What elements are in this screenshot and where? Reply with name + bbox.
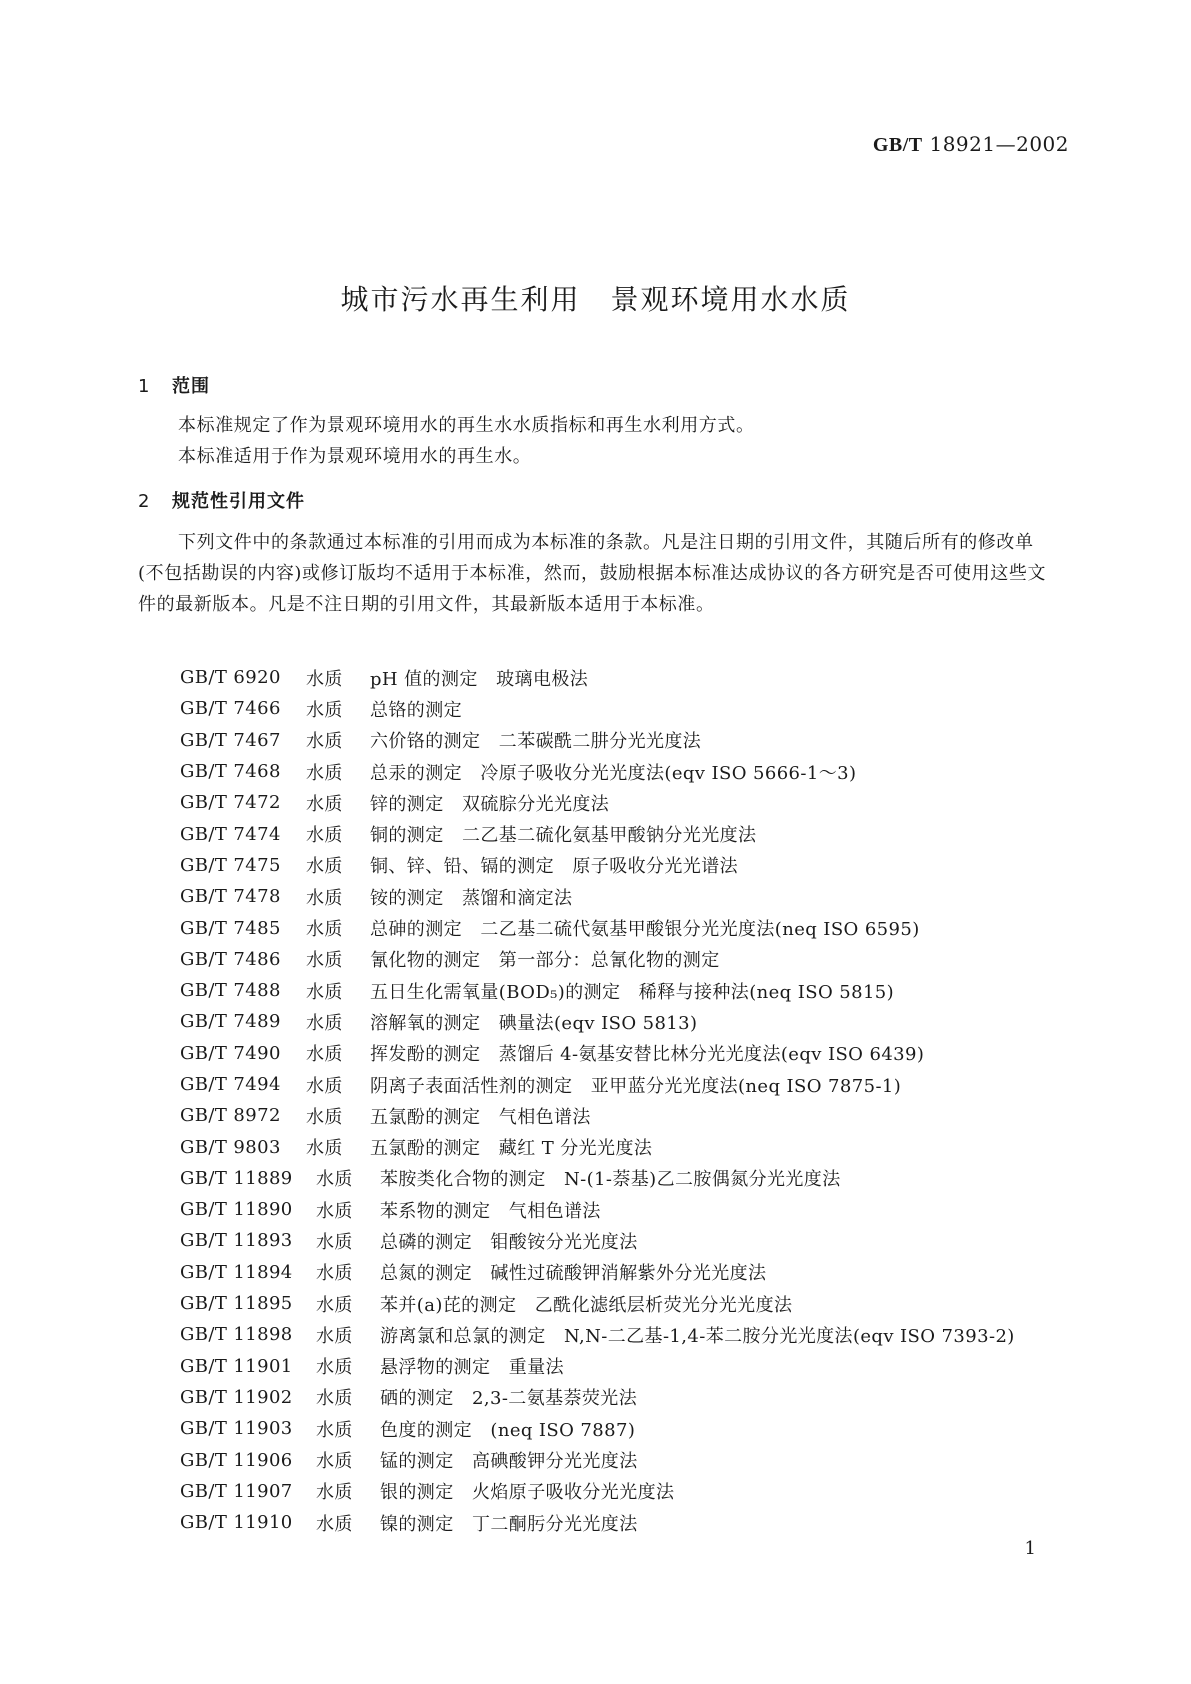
reference-title: 总氮的测定 碱性过硫酸钾消解紫外分光光度法	[380, 1263, 767, 1285]
reference-category: 水质	[306, 856, 343, 878]
reference-item	[180, 944, 1015, 975]
reference-category: 水质	[306, 1138, 343, 1160]
reference-category: 水质	[316, 1169, 353, 1191]
reference-category: 水质	[316, 1419, 353, 1441]
reference-category: 水质	[306, 1106, 343, 1128]
reference-code: GB/T 7486	[180, 948, 281, 970]
reference-title: 苯胺类化合物的测定 N-(1-萘基)乙二胺偶氮分光光度法	[380, 1169, 841, 1191]
reference-title: 挥发酚的测定 蒸馏后 4-氨基安替比林分光光度法(eqv ISO 6439)	[370, 1044, 925, 1066]
reference-title: 总磷的测定 钼酸铵分光光度法	[380, 1231, 638, 1253]
reference-title: 苯系物的测定 气相色谱法	[380, 1200, 601, 1222]
reference-code: GB/T 7488	[180, 980, 281, 1002]
reference-category: 水质	[316, 1200, 353, 1222]
reference-category: 水质	[306, 731, 343, 753]
reference-code: GB/T 7494	[180, 1074, 281, 1095]
reference-code: GB/T 7466	[180, 698, 281, 720]
section-heading-scope	[138, 372, 210, 398]
reference-item	[180, 881, 1015, 912]
reference-item	[180, 1069, 1015, 1100]
reference-code: GB/T 7468	[180, 761, 281, 783]
reference-title: 六价铬的测定 二苯碳酰二肼分光光度法	[370, 731, 702, 753]
reference-title: 悬浮物的测定 重量法	[380, 1357, 564, 1379]
reference-code: GB/T 7478	[180, 886, 281, 908]
reference-title: 总砷的测定 二乙基二硫代氨基甲酸银分光光度法(neq ISO 6595)	[370, 919, 920, 941]
reference-item	[180, 725, 1015, 756]
reference-item	[180, 1319, 1015, 1350]
reference-category: 水质	[316, 1451, 353, 1473]
reference-category: 水质	[316, 1263, 353, 1285]
reference-list	[180, 662, 1015, 1538]
reference-code: GB/T 7474	[180, 823, 281, 845]
reference-item	[180, 1351, 1015, 1382]
section-heading-normative-references	[138, 487, 305, 513]
reference-title: 五氯酚的测定 气相色谱法	[370, 1106, 591, 1128]
standard-code-prefix: GB/T	[872, 134, 923, 156]
reference-category: 水质	[316, 1294, 353, 1316]
reference-item	[180, 1194, 1015, 1225]
reference-item	[180, 662, 1015, 693]
reference-code: GB/T 7490	[180, 1042, 281, 1064]
reference-code: GB/T 7475	[180, 854, 281, 876]
reference-category: 水质	[306, 1012, 343, 1034]
reference-item	[180, 1131, 1015, 1162]
reference-item	[180, 693, 1015, 724]
reference-title: 游离氯和总氯的测定 N,N-二乙基-1,4-苯二胺分光光度法(eqv ISO 7393-2)	[380, 1325, 1015, 1347]
reference-code: GB/T 11906	[180, 1449, 293, 1471]
section-number: 1	[138, 376, 151, 397]
page-number: 1	[1024, 1538, 1036, 1559]
reference-item	[180, 1444, 1015, 1475]
reference-code: GB/T 11902	[180, 1386, 293, 1408]
reference-code: GB/T 11898	[180, 1324, 293, 1346]
reference-code: GB/T 11895	[180, 1293, 293, 1315]
scope-paragraph-1: 本标准规定了作为景观环境用水的再生水水质指标和再生水利用方式。	[178, 415, 755, 436]
reference-item	[180, 818, 1015, 849]
standard-code	[873, 132, 1069, 157]
section-title: 规范性引用文件	[172, 491, 305, 512]
reference-code: GB/T 7485	[180, 917, 281, 939]
reference-code: GB/T 11894	[180, 1261, 293, 1283]
reference-title: 总铬的测定	[370, 699, 462, 721]
reference-item	[180, 1100, 1015, 1131]
reference-title: 锰的测定 高碘酸钾分光光度法	[380, 1451, 638, 1473]
reference-code: GB/T 11907	[180, 1480, 293, 1502]
reference-category: 水质	[306, 668, 343, 690]
reference-title: 铜的测定 二乙基二硫化氨基甲酸钠分光光度法	[370, 825, 757, 847]
reference-code: GB/T 11890	[180, 1199, 293, 1221]
reference-item	[180, 1476, 1015, 1507]
document-title: 城市污水再生利用 景观环境用水水质	[340, 283, 851, 316]
reference-category: 水质	[306, 1044, 343, 1066]
reference-category: 水质	[316, 1231, 353, 1253]
reference-title: 五日生化需氧量(BOD₅)的测定 稀释与接种法(neq ISO 5815)	[370, 981, 895, 1003]
reference-category: 水质	[306, 762, 343, 784]
reference-category: 水质	[316, 1482, 353, 1504]
reference-title: 总汞的测定 冷原子吸收分光光度法(eqv ISO 5666-1～3)	[370, 762, 857, 784]
reference-category: 水质	[306, 950, 343, 972]
reference-category: 水质	[306, 1075, 343, 1097]
reference-title: 溶解氧的测定 碘量法(eqv ISO 5813)	[370, 1012, 698, 1034]
reference-code: GB/T 9803	[180, 1136, 281, 1158]
reference-item	[180, 787, 1015, 818]
reference-item	[180, 1382, 1015, 1413]
reference-item	[180, 1006, 1015, 1037]
reference-item	[180, 1163, 1015, 1194]
reference-title: 阴离子表面活性剂的测定 亚甲蓝分光光度法(neq ISO 7875-1)	[370, 1075, 902, 1097]
reference-title: 镍的测定 丁二酮肟分光光度法	[380, 1513, 638, 1535]
reference-item	[180, 912, 1015, 943]
reference-category: 水质	[306, 825, 343, 847]
reference-item	[180, 1257, 1015, 1288]
reference-code: GB/T 11910	[180, 1512, 293, 1534]
section-number: 2	[138, 491, 151, 512]
reference-item	[180, 1507, 1015, 1538]
reference-title: 五氯酚的测定 藏红 T 分光光度法	[370, 1138, 653, 1160]
reference-title: 铵的测定 蒸馏和滴定法	[370, 887, 573, 909]
reference-title: pH 值的测定 玻璃电极法	[370, 668, 589, 690]
reference-title: 色度的测定 (neq ISO 7887)	[380, 1419, 636, 1441]
references-intro-paragraph: 下列文件中的条款通过本标准的引用而成为本标准的条款。凡是注日期的引用文件，其随后所有的修改单(不包括勘误的内容)或修订版均不适用于本标准，然而，鼓励根据本标准达成协议的各方研究是否可使用这些文件的最新版本。凡是不注日期的引用文件，其最新版本适用于本标准。	[138, 532, 1047, 615]
reference-item	[180, 850, 1015, 881]
reference-code: GB/T 11901	[180, 1355, 293, 1377]
reference-code: GB/T 11889	[180, 1167, 293, 1189]
reference-category: 水质	[306, 919, 343, 941]
reference-code: GB/T 8972	[180, 1105, 281, 1127]
reference-item	[180, 1288, 1015, 1319]
reference-category: 水质	[306, 887, 343, 909]
reference-code: GB/T 6920	[180, 667, 281, 689]
reference-item	[180, 975, 1015, 1006]
reference-item	[180, 1413, 1015, 1444]
reference-code: GB/T 7489	[180, 1011, 281, 1033]
reference-code: GB/T 11893	[180, 1230, 293, 1252]
reference-title: 苯并(a)芘的测定 乙酰化滤纸层析荧光分光光度法	[380, 1294, 793, 1316]
reference-category: 水质	[316, 1325, 353, 1347]
reference-title: 铜、锌、铅、镉的测定 原子吸收分光光谱法	[370, 856, 738, 878]
reference-category: 水质	[306, 981, 343, 1003]
reference-category: 水质	[316, 1357, 353, 1379]
reference-title: 硒的测定 2,3-二氨基萘荧光法	[380, 1388, 638, 1410]
reference-code: GB/T 7467	[180, 729, 281, 751]
reference-category: 水质	[316, 1513, 353, 1535]
reference-title: 氰化物的测定 第一部分：总氰化物的测定	[370, 950, 720, 972]
reference-category: 水质	[306, 699, 343, 721]
reference-item	[180, 1225, 1015, 1256]
scope-paragraph-2: 本标准适用于作为景观环境用水的再生水。	[178, 446, 532, 467]
reference-code: GB/T 11903	[180, 1418, 293, 1440]
reference-item	[180, 756, 1015, 787]
reference-title: 银的测定 火焰原子吸收分光光度法	[380, 1482, 675, 1504]
reference-category: 水质	[306, 793, 343, 815]
reference-title: 锌的测定 双硫腙分光光度法	[370, 793, 610, 815]
reference-item	[180, 1038, 1015, 1069]
section-title: 范围	[172, 376, 210, 397]
reference-code: GB/T 7472	[180, 792, 281, 814]
standard-code-number: 18921—2002	[929, 132, 1069, 156]
reference-category: 水质	[316, 1388, 353, 1410]
